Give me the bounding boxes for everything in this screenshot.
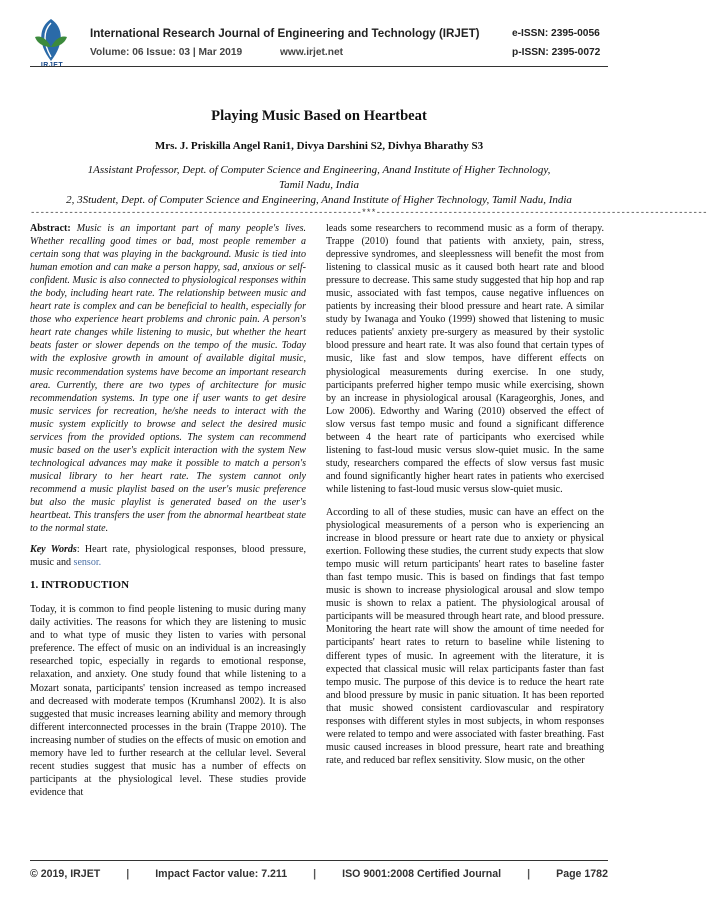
footer-impact-factor: Impact Factor value: 7.211 [155,868,288,880]
p-issn: p-ISSN: 2395-0072 [512,47,601,58]
abstract [30,222,306,535]
keywords-sensor: sensor. [73,557,102,569]
right-paragraph-1: leads some researchers to recommend music as a form of therapy. Trappe (2010) found that patients with anxiety, pain, stress, depressive syndromes, and sleeplessness will benefit the most from listening to classical music as it caused both heart rate and blood pressure to decrease. This same study suggested that hip hop and rap music, associated with fast tempos, cause negative influences on patients by increasing their blood pressure and heart rate. A similar study by Iwanaga and Youko (1999) showed that listening to music reduces patients' anxiety pre-surgery as measured by their systolic blood pressure and heart rate. It was also found that certain types of music, like fast and slow tempos, have different effects on physiological measurements during exercise. In one study, participants preferred higher tempo music while exercising, shown by an increase in physiological arousal (Karageorghis, Jones, and Low 2006). Edworthy and Waring (2010) observed the effect of slow versus fast tempo music and found a significant difference between 4 the heart rate of participants who exercised while listening to fast-loud music versus slow-quiet music. In the same study, researchers compared the effects of slow versus fast music and found significantly higher heart rates in patients who exercised while listening to fast-loud music versus slow-quiet music. [326,223,604,495]
footer-copyright: © 2019, IRJET [30,868,101,880]
footer-separator: | [527,868,531,880]
keywords [30,543,306,569]
footer-separator: | [126,868,130,880]
affiliation-1a: 1Assistant Professor, Dept. of Computer Science and Engineering, Anand Institute of Higher Technology, [87,164,551,176]
right-column [326,222,604,777]
page-footer [30,868,608,880]
right-paragraph-2: According to all of these studies, music can have an effect on the physiological measurements of a person who is experiencing an increase in blood pressure or heart rate due to anxiety or physical exertion. Following these studies, the current study expects that slow tempo music will return participants' heart rates to baseline faster than fast tempo music. This is based on findings that fast tempo music is shown to increase physiological arousal and slow tempo music is shown to relax a patient. The physiological arousal of participants will be measured through heart rate, and blood pressure. Monitoring the heart rate will show the amount of time needed for participants' heart rates to return to baseline while listening to different types of music. In agreement with the literature, it is expected that classical music will relax participants faster than fast tempo music. The purpose of this device is to reduce the heart rate and blood pressure by music in panic situation. It has been reported that music showed consistent cardiovascular and respiratory responses with different styles in most subjects, in whom responses were related to tempo and were associated with faster breathing. Fast music caused increases in blood pressure, heart rate and breathing rate, and reduced bar reflex sensitivity. Slow music, on the other [326,506,604,766]
website-link[interactable]: www.irjet.net [280,47,344,58]
keywords-text: : Heart rate, physiological responses, blood pressure, music and [30,544,306,569]
footer-separator: | [313,868,317,880]
section-divider: ---------------------------------------------------------------------***--------------------------------------------------------------------- [30,208,707,218]
affiliation-2: 2, 3Student, Dept. of Computer Science and Engineering, Anand Institute of Higher Technology, Tamil Nadu, India [66,194,572,206]
section-heading: 1. INTRODUCTION [30,579,130,592]
volume-issue: Volume: 06 Issue: 03 | Mar 2019 [90,47,243,58]
abstract-text: Music is an important part of many people's lives. Whether recalling good times or bad, most people remember a certain song that was playing in the background. Music is tied into human emotion and can make a person happy, sad, anxious or self-confident. Music is also connected to physiological responses within the body, including heart rate. The relationship between music and heart rate is complex and can be beneficial to health, especially for those who experience heart problems and chronic pain. A person's heart rate changes while listening to music, but whether the heart beats faster or slower depends on the tempo of the music. Today with the explosive growth in amount of available digital music, music recommendation systems have become an important research area. Currently, there are two types of architecture for music recommendation systems. In type one if user wants to get desire music services for recreation, he/she needs to interact with the music system explicitly to browse and select the desired music services from the provided options. The system can recommend music based on the user's explicit interaction with the system New technological advances may make it possible to match a person's musical library to her heart rate. The system cannot only recommend a music playlist based on the user's music preference but also the music playlist is generated based on the user's heartbeat. This transfers the user from the abnormal heartbeat state to the normal state. [30,223,306,535]
affiliation-1b: Tamil Nadu, India [279,179,359,191]
footer-iso: ISO 9001:2008 Certified Journal [342,868,502,880]
paper-title: Playing Music Based on Heartbeat [211,108,427,124]
journal-name: International Research Journal of Engineering and Technology (IRJET) [90,27,480,40]
header-rule [30,66,608,67]
e-issn: e-ISSN: 2395-0056 [512,28,600,39]
abstract-label: Abstract: [30,223,71,234]
paper-authors: Mrs. J. Priskilla Angel Rani1, Divya Darshini S2, Divhya Bharathy S3 [154,140,484,152]
intro-paragraph: Today, it is common to find people listening to music during many daily activities. The reasons for which they are listening to music and to what type of music they listen to varies with personal preference. The effect of music on an individual is an increasingly researched topic, especially in regards to emotional response, relaxation, and anxiety. One study found that while listening to a Mozart sonata, participants' tension increased as tempo increased and decreased with moderate tempos (Krumhansl 2002). It is also suggested that music increases learning ability and memory through different interconnected processes in the brain (Trappe 2010). The increasing number of studies on the effects of music on emotion and memory have led to further research at the cellular level. Several recent studies suggest that music has a number of effects on participants at the physiological level. These studies provide evidence that [30,604,306,798]
keywords-label: Key Words [30,544,77,556]
irjet-leaf-logo-icon [31,17,71,65]
footer-rule [30,860,608,861]
left-column [30,222,306,809]
footer-page-number: Page 1782 [556,868,608,880]
